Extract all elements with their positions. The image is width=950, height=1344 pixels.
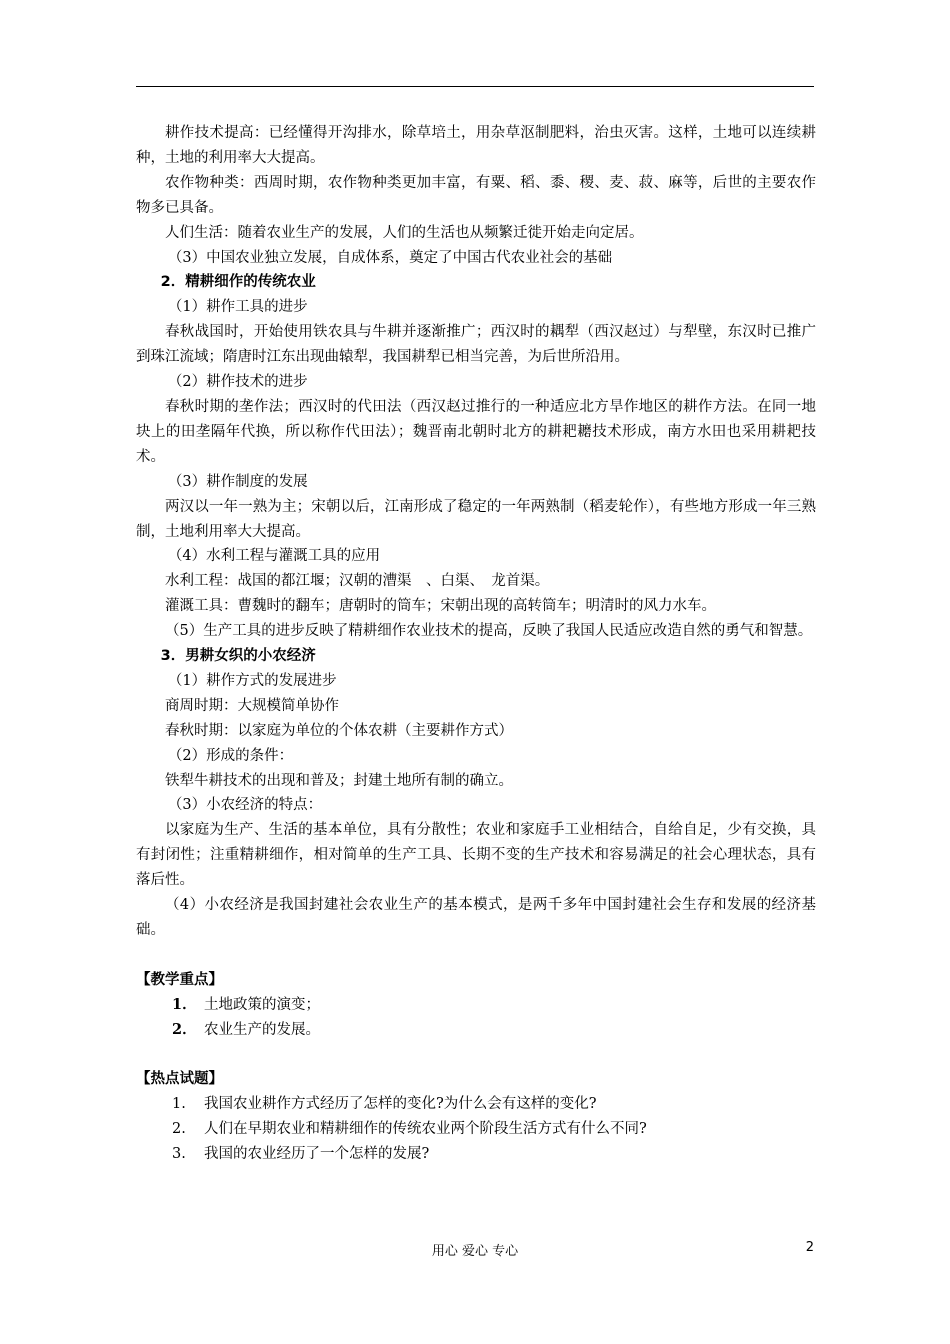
paragraph-crop-types: 农作物种类：西周时期，农作物种类更加丰富，有粟、稻、黍、稷、麦、菽、麻等，后世的主要农作物多已具备。: [136, 174, 816, 216]
hot-question-text: 人们在早期农业和精耕细作的传统农业两个阶段生活方式有什么不同?: [204, 1121, 647, 1138]
paragraph-spring-autumn: 春秋时期：以家庭为单位的个体农耕（主要耕作方式）: [165, 722, 513, 739]
footer-motto: 用心 爱心 专心: [431, 1244, 519, 1259]
hot-question-item: [136, 1142, 816, 1167]
focus-section-title: 【教学重点】: [136, 971, 223, 988]
focus-item-number: 1．: [172, 995, 197, 1013]
hot-question-number: 1.: [172, 1096, 186, 1113]
focus-item: [136, 993, 816, 1018]
subheading-farming-mode: （1）耕作方式的发展进步: [167, 672, 337, 689]
paragraph-life: 人们生活：随着农业生产的发展，人们的生活也从频繁迁徙开始走向定居。: [165, 224, 644, 241]
paragraph-water-projects: 水利工程：战国的都江堰；汉朝的漕渠 、白渠、 龙首渠。: [165, 573, 550, 590]
section-heading-3: 3．男耕女织的小农经济: [160, 648, 316, 665]
paragraph-tillage-tech: 耕作技术提高：已经懂得开沟排水，除草培土，用杂草沤制肥料，治虫灭害。这样，土地可以连续耕种，土地的利用率大大提高。: [136, 125, 816, 166]
paragraph-features: 以家庭为生产、生活的基本单位，具有分散性；农业和家庭手工业相结合，自给自足，少有交换，具有封闭性；注重精耕细作，相对简单的生产工具、长期不变的生产技术和容易满足的社会心理状态，具有落后性。: [136, 822, 816, 889]
header-rule: [136, 86, 814, 87]
hot-question-text: 我国的农业经历了一个怎样的发展?: [204, 1146, 430, 1163]
paragraph-tools: 春秋战国时，开始使用铁农具与牛耕并逐渐推广；西汉时的耦犁（西汉赵过）与犁壁，东汉时已推广到珠江流域；隋唐时江东出现曲辕犁，我国耕犁已相当完善，为后世所沿用。: [136, 324, 816, 366]
focus-item-text: 农业生产的发展。: [204, 1021, 320, 1038]
focus-item: [136, 1018, 816, 1043]
hot-questions-title: 【热点试题】: [136, 1071, 223, 1088]
subheading-tools: （1）耕作工具的进步: [167, 299, 308, 316]
paragraph-shang-zhou: 商周时期：大规模简单协作: [165, 697, 339, 714]
hot-question-item: [136, 1092, 816, 1117]
focus-item-text: 土地政策的演变；: [204, 996, 320, 1013]
page-footer: [0, 1240, 950, 1260]
subheading-irrigation: （4）水利工程与灌溉工具的应用: [167, 548, 381, 565]
subheading-techniques: （2）耕作技术的进步: [167, 374, 308, 391]
subheading-systems: （3）耕作制度的发展: [167, 473, 308, 490]
subheading-features: （3）小农经济的特点：: [167, 797, 323, 814]
focus-item-number: 2．: [172, 1020, 197, 1038]
paragraph-point-3: （3）中国农业独立发展，自成体系，奠定了中国古代农业社会的基础: [167, 249, 613, 266]
paragraph-irrigation-tools: 灌溉工具：曹魏时的翻车；唐朝时的筒车；宋朝出现的高转筒车；明清时的风力水车。: [165, 598, 716, 615]
subheading-conditions: （2）形成的条件：: [167, 747, 294, 764]
paragraph-conditions: 铁犁牛耕技术的出现和普及；封建土地所有制的确立。: [165, 772, 513, 789]
hot-question-number: 3.: [172, 1146, 186, 1163]
section-heading-2: 2．精耕细作的传统农业: [160, 274, 316, 291]
paragraph-systems: 两汉以一年一熟为主；宋朝以后，江南形成了稳定的一年两熟制（稻麦轮作），有些地方形成一年三熟制，土地利用率大大提高。: [136, 498, 816, 540]
paragraph-point-5: （5）生产工具的进步反映了精耕细作农业技术的提高，反映了我国人民适应改造自然的勇气和智慧。: [165, 623, 813, 640]
document-body: [136, 121, 816, 1167]
hot-question-text: 我国农业耕作方式经历了怎样的变化?为什么会有这样的变化?: [204, 1096, 597, 1113]
hot-question-number: 2.: [172, 1121, 186, 1138]
hot-question-item: [136, 1117, 816, 1142]
page-number: 2: [805, 1240, 814, 1255]
paragraph-point-4: （4）小农经济是我国封建社会农业生产的基本模式，是两千多年中国封建社会生存和发展的经济基础。: [136, 897, 816, 938]
paragraph-techniques: 春秋时期的垄作法；西汉时的代田法（西汉赵过推行的一种适应北方旱作地区的耕作方法。在同一地块上的田垄隔年代换，所以称作代田法）；魏晋南北朝时北方的耕耙耱技术形成，南方水田也采用耕耙技术。: [136, 398, 816, 465]
